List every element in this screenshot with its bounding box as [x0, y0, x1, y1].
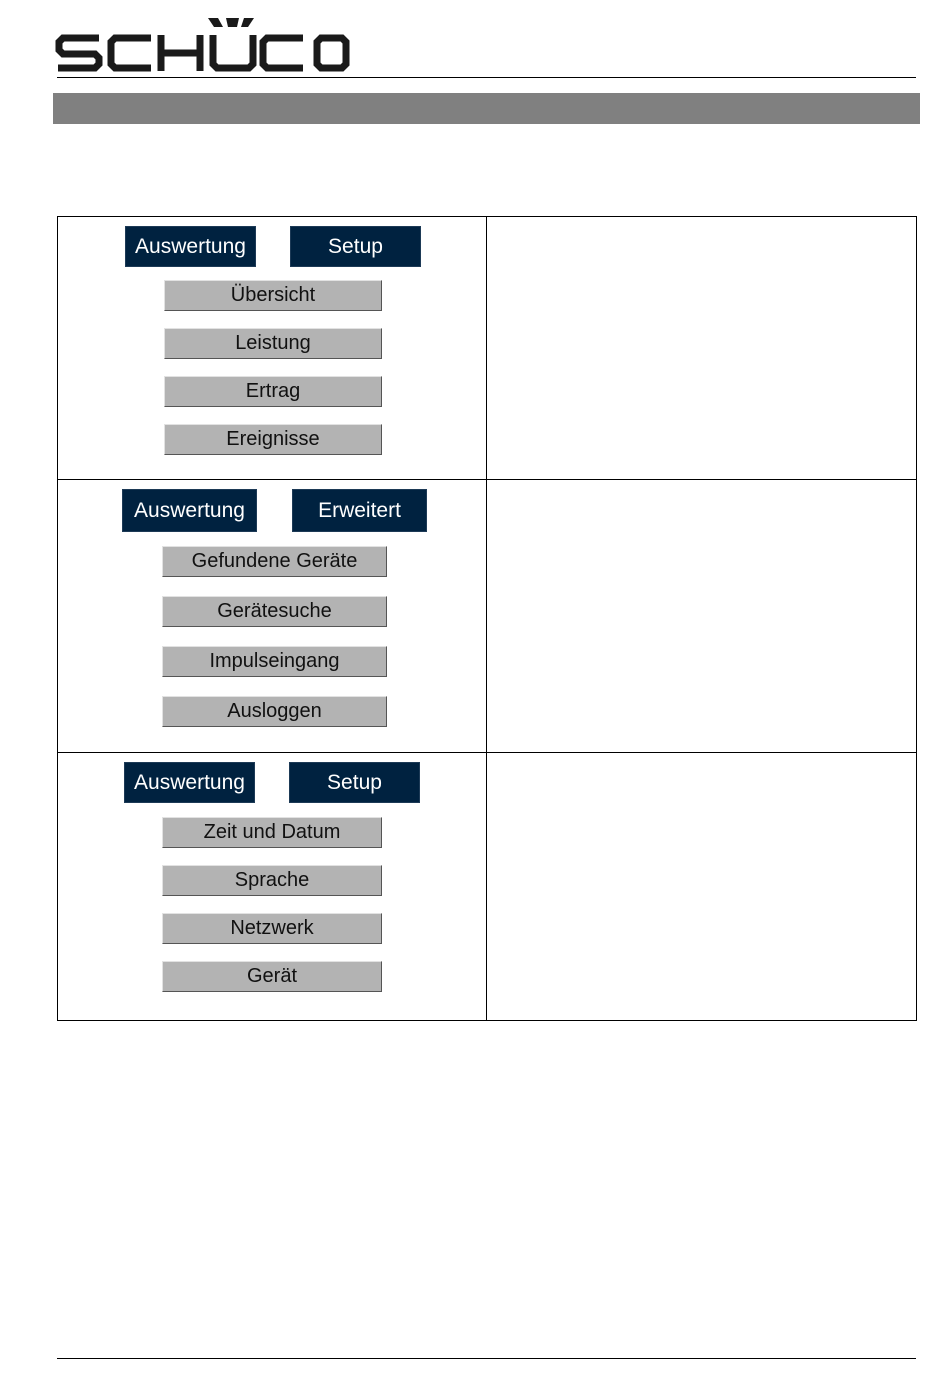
- menu-cell-evaluation-setup-system: [58, 753, 487, 1021]
- table-row: [58, 753, 917, 1021]
- description-cell: [487, 480, 917, 753]
- menu-item-ausloggen[interactable]: Ausloggen: [162, 696, 387, 727]
- tab-bar: [122, 489, 427, 532]
- tab-bar: [125, 226, 421, 267]
- submenu-list: [162, 546, 387, 727]
- menu-item-impulseingang[interactable]: Impulseingang: [162, 646, 387, 677]
- menu-item-ertrag[interactable]: Ertrag: [164, 376, 382, 407]
- menu-item-sprache[interactable]: Sprache: [162, 865, 382, 896]
- tab-erweitert[interactable]: Erweitert: [292, 489, 427, 532]
- menu-item-uebersicht[interactable]: Übersicht: [164, 280, 382, 311]
- menu-item-ereignisse[interactable]: Ereignisse: [164, 424, 382, 455]
- menu-item-zeit-und-datum[interactable]: Zeit und Datum: [162, 817, 382, 848]
- menu-item-gefundene-geraete[interactable]: Gefundene Geräte: [162, 546, 387, 577]
- header-rule: [57, 77, 916, 78]
- footer-rule: [57, 1358, 916, 1359]
- menu-item-leistung[interactable]: Leistung: [164, 328, 382, 359]
- submenu-list: [162, 817, 382, 992]
- menu-structure-table: [57, 216, 917, 1021]
- submenu-list: [164, 280, 382, 455]
- description-cell: [487, 753, 917, 1021]
- description-cell: [487, 217, 917, 480]
- table-row: [58, 480, 917, 753]
- tab-auswertung[interactable]: Auswertung: [125, 226, 256, 267]
- schueco-logo: [55, 18, 351, 74]
- menu-cell-evaluation-advanced: [58, 480, 487, 753]
- tab-setup[interactable]: Setup: [289, 762, 420, 803]
- menu-item-geraet[interactable]: Gerät: [162, 961, 382, 992]
- table-row: [58, 217, 917, 480]
- header-band: [53, 93, 920, 124]
- tab-bar: [124, 762, 420, 803]
- tab-setup[interactable]: Setup: [290, 226, 421, 267]
- menu-item-geraetesuche[interactable]: Gerätesuche: [162, 596, 387, 627]
- menu-cell-evaluation-setup: [58, 217, 487, 480]
- tab-auswertung[interactable]: Auswertung: [124, 762, 255, 803]
- menu-item-netzwerk[interactable]: Netzwerk: [162, 913, 382, 944]
- tab-auswertung[interactable]: Auswertung: [122, 489, 257, 532]
